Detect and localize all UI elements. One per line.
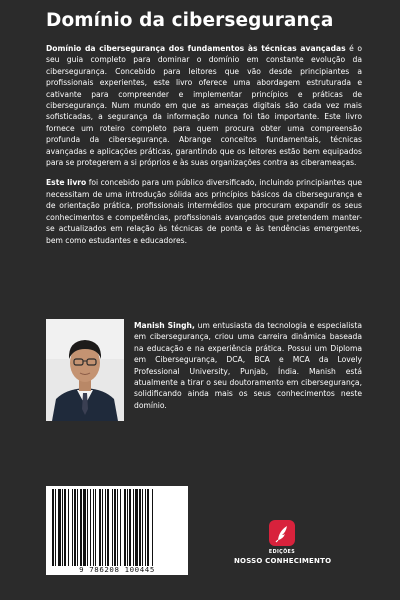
quill-icon	[269, 520, 295, 546]
barcode-bar	[87, 489, 88, 566]
barcode-bar	[99, 489, 101, 566]
barcode-bar	[147, 489, 149, 566]
book-description	[46, 43, 362, 255]
barcode-bar	[55, 489, 56, 566]
barcode-bar	[133, 489, 134, 566]
publisher-line-1: EDIÇÕES	[268, 550, 296, 555]
barcode-bar	[124, 489, 126, 566]
author-bio-text: um entusiasta da tecnologia e especialista em cibersegurança, criou uma carreira dinâmica baseada na educação e na experiência prática. Possui um Diploma em Cibersegurança, DCA, BCA e MCA da Lovely Professional University, Punjab, Índia. Manish está atualmente a tirar o seu doutoramento em cibersegurança, solidificando ainda mais os seus conhecimentos neste domínio.	[134, 321, 362, 410]
barcode-bar	[114, 489, 116, 566]
barcode-bar	[64, 489, 66, 566]
barcode-bar	[62, 489, 63, 566]
barcode-bar	[80, 489, 82, 566]
publisher-logo	[269, 520, 295, 546]
description-paragraph-1	[46, 43, 362, 168]
barcode-bar	[102, 489, 103, 566]
author-name: Manish Singh,	[134, 321, 195, 330]
barcode-bar	[129, 489, 131, 566]
barcode-bar	[58, 489, 61, 566]
author-portrait-image	[46, 319, 124, 421]
barcode-bar	[139, 489, 141, 566]
barcode-bar	[68, 489, 69, 566]
barcode-bar	[120, 489, 121, 566]
barcode-bar	[127, 489, 128, 566]
isbn-barcode	[46, 486, 188, 575]
barcode-bar	[107, 489, 109, 566]
barcode-bar	[52, 489, 54, 566]
barcode-bar	[83, 489, 86, 566]
audience-lead-bold: Este livro	[46, 178, 87, 188]
barcode-bar	[72, 489, 73, 566]
barcode-bars	[52, 489, 182, 566]
barcode-bar	[112, 489, 113, 566]
description-text-1: é o seu guia completo para dominar o domínio em constante evolução da cibersegurança. Concebido para leitores que vão desde principiantes a profissionais experientes, este livro oferece uma abordagem estruturada e cativante para compreender e implementar princípios e práticas de cibersegurança. Num mundo em que as ameaças digitais são cada vez mais sofisticadas, a segurança da informação nunca foi tão importante. Este livro fornece um roteiro completo para quem procura obter uma compreensão profunda da cibersegurança. Abrange conceitos fundamentais, técnicas avançadas e aplicações práticas, garantindo que os leitores estão bem equipados para se protegerem a si próprios e às suas organizações contra as ciberameaças.	[46, 44, 362, 168]
description-text-2: foi concebido para um público diversificado, incluindo principiantes que necessitam de uma introdução sólida aos princípios básicos da cibersegurança e de orientação prática, profissionais intermédios que procuram expandir os seus conhecimentos e competências, profissionais avançados que pretendem manter-se actualizados em relação às técnicas de ponta e às tendências emergentes, bem como estudantes e educadores.	[46, 178, 362, 245]
isbn-number: 9 786208 100445	[79, 565, 155, 574]
barcode-bar	[105, 489, 106, 566]
barcode-bar	[77, 489, 78, 566]
barcode-bar	[95, 489, 96, 566]
publisher-name: NOSSO CONHECIMENTO	[234, 557, 332, 565]
barcode-bar	[74, 489, 76, 566]
barcode-bar	[117, 489, 118, 566]
description-paragraph-2	[46, 177, 362, 245]
barcode-bar	[135, 489, 138, 566]
barcode-bar	[90, 489, 91, 566]
back-cover-title: Domínio da cibersegurança	[46, 10, 334, 31]
description-lead-bold: Domínio da cibersegurança dos fundamentos às técnicas avançadas	[46, 44, 346, 53]
barcode-bar	[93, 489, 94, 566]
author-photo	[46, 319, 124, 421]
author-bio	[134, 320, 362, 411]
barcode-bar	[145, 489, 146, 566]
barcode-bar	[152, 489, 153, 566]
barcode-bar	[142, 489, 143, 566]
